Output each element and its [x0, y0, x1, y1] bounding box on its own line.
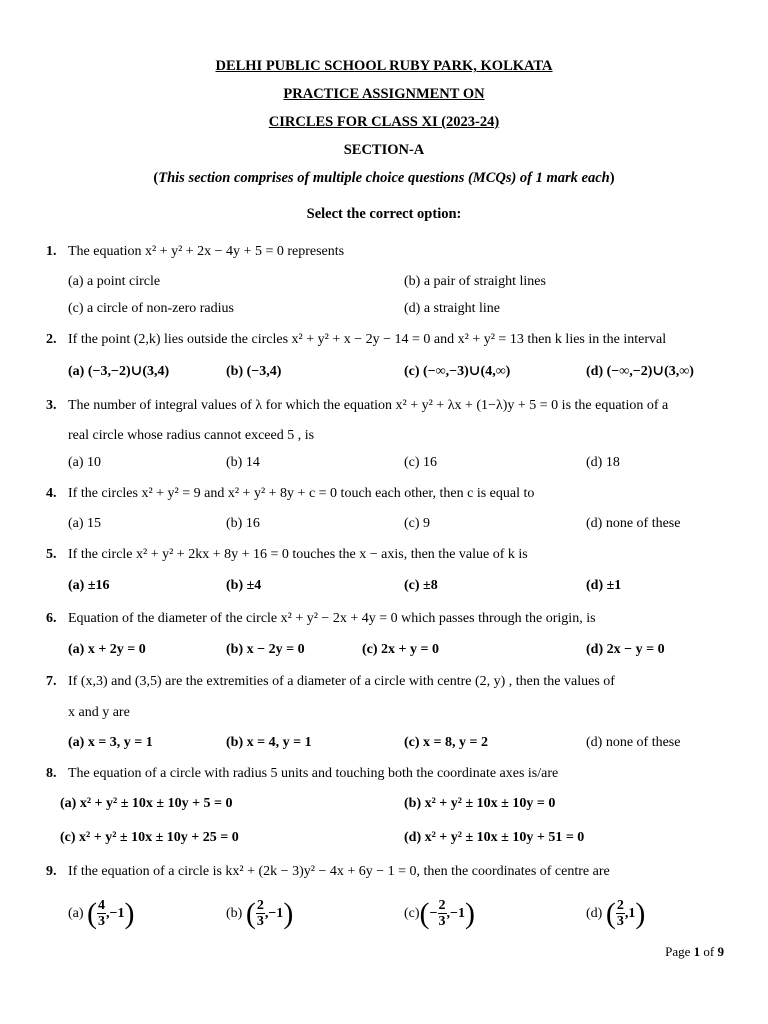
- question-text: If the equation of a circle is kx² + (2k − 3)y² − 4x + 6y − 1 = 0, then the coordinates of centre are: [68, 864, 610, 879]
- option-c: (c) x² + y² ± 10x ± 10y + 25 = 0: [60, 830, 239, 845]
- option-b: (b) (−3,4): [226, 364, 282, 379]
- option-c: (c) 9: [404, 516, 431, 531]
- option-b: (b) a pair of straight lines: [404, 274, 546, 289]
- question-text: If the point (2,k) lies outside the circles x² + y² + x − 2y − 14 = 0 and x² + y² = 13 then k lies in the interval: [68, 332, 667, 347]
- option-d: (d) ( $\frac{2}{3}$ ,1): [586, 896, 646, 930]
- option-d: (d) none of these: [586, 735, 681, 750]
- fraction: $\frac{2}{3}$: [256, 898, 264, 930]
- option-c: (c) 2x + y = 0: [362, 642, 439, 657]
- question-text: If the circles x² + y² = 9 and x² + y² + 8y + c = 0 touch each other, then c is equal to: [68, 486, 535, 501]
- option-b: (b) ±4: [226, 578, 262, 593]
- fraction: $\frac{4}{3}$: [98, 898, 106, 930]
- option-a: (a) x = 3, y = 1: [68, 735, 153, 750]
- question-text-continued: x and y are: [68, 705, 130, 720]
- option-c: (c) ±8: [404, 578, 438, 593]
- fraction: $\frac{2}{3}$: [616, 898, 624, 930]
- option-d: (d) x² + y² ± 10x ± 10y + 51 = 0: [404, 830, 585, 845]
- option-d: (d) 2x − y = 0: [586, 642, 665, 657]
- option-c: (c) x = 8, y = 2: [404, 735, 488, 750]
- assignment-subtitle: CIRCLES FOR CLASS XI (2023-24): [268, 114, 500, 130]
- question-text: The equation of a circle with radius 5 units and touching both the coordinate axes is/are: [68, 766, 559, 781]
- option-a: (a) ±16: [68, 578, 110, 593]
- option-b: (b) 16: [226, 516, 260, 531]
- fraction: $\frac{2}{3}$: [438, 898, 446, 930]
- page-number: Page 1 of 9: [665, 944, 724, 959]
- option-a: (a) (−3,−2)∪(3,4): [68, 364, 170, 379]
- option-d: (d) 18: [586, 455, 620, 470]
- section-note: (This section comprises of multiple choice questions (MCQs) of 1 mark each): [153, 170, 615, 186]
- option-a: (a) a point circle: [68, 274, 161, 289]
- option-c: (c) (−∞,−3)∪(4,∞): [404, 364, 511, 379]
- option-c: (c)(− $\frac{2}{3}$ ,−1): [404, 896, 476, 930]
- question-text: The number of integral values of λ for which the equation x² + y² + λx + (1−λ)y + 5 = 0 is the equation of a: [68, 398, 669, 413]
- option-d: (d) ±1: [586, 578, 622, 593]
- option-b: (b) x = 4, y = 1: [226, 735, 312, 750]
- option-c: (c) 16: [404, 455, 438, 470]
- school-name: DELHI PUBLIC SCHOOL RUBY PARK, KOLKATA: [215, 58, 553, 74]
- option-b: (b) ( $\frac{2}{3}$ ,−1): [226, 896, 294, 930]
- option-a: (a) ( $\frac{4}{3}$ ,−1): [68, 896, 135, 930]
- option-b: (b) x² + y² ± 10x ± 10y = 0: [404, 796, 556, 811]
- question-text: The equation x² + y² + 2x − 4y + 5 = 0 represents: [68, 244, 345, 259]
- option-a: (a) x² + y² ± 10x ± 10y + 5 = 0: [60, 796, 233, 811]
- option-b: (b) 14: [226, 455, 260, 470]
- option-d: (d) a straight line: [404, 301, 501, 316]
- question-text-continued: real circle whose radius cannot exceed 5 , is: [68, 428, 315, 443]
- option-a: (a) x + 2y = 0: [68, 642, 146, 657]
- assignment-title: PRACTICE ASSIGNMENT ON: [283, 86, 485, 102]
- option-c: (c) a circle of non-zero radius: [68, 301, 234, 316]
- question-text: If (x,3) and (3,5) are the extremities of a diameter of a circle with centre (2, y) , then the values of: [68, 674, 615, 689]
- option-a: (a) 10: [68, 455, 102, 470]
- option-d: (d) none of these: [586, 516, 681, 531]
- section-heading: SECTION-A: [343, 142, 425, 158]
- instruction: Select the correct option:: [306, 206, 462, 222]
- question-text: If the circle x² + y² + 2kx + 8y + 16 = 0 touches the x − axis, then the value of k is: [68, 547, 528, 562]
- option-a: (a) 15: [68, 516, 102, 531]
- document-page: DELHI PUBLIC SCHOOL RUBY PARK, KOLKATA PRACTICE ASSIGNMENT ON CIRCLES FOR CLASS XI (2023-24) SECTION-A (This section comprises of multiple choice questions (MCQs) of 1 mark each) Select the correct option: 1. The equation x² + y² + 2x − 4y + 5 = 0 represents (a) a point circle (b) a pair of straight lines (c) a circle of non-zero radius (d) a straight line 2. If the point (2,k) lies outside the circles x² + y² + x − 2y − 14 = 0 and x² + y² = 13 then k lies in the interval (a) (−3,−2)∪(3,4) (b) (−3,4) (c) (−∞,−3)∪(4,∞) (d) (−∞,−2)∪(3,∞) 3. The number of integral values of λ for which the equation x² + y² + λx + (1−λ)y + 5 = 0 is the equation of a real circle whose radius cannot exceed 5 , is (a) 10 (b) 14 (c) 16 (d) 18 4. If the circles x² + y² = 9 and x² + y² + 8y + c = 0 touch each other, then c is equal to (a) 15 (b) 16 (c) 9 (d) none of these 5. If the circle x² + y² + 2kx + 8y + 16 = 0 touches the x − axis, then the value of k is (a) ±16 (b) ±4 (c) ±8 (d) ±1 6. Equation of the diameter of the circle x² + y² − 2x + 4y = 0 which passes through the origin, is (a) x + 2y = 0 (b) x − 2y = 0 (c) 2x + y = 0 (d) 2x − y = 0 7. If (x,3) and (3,5) are the extremities of a diameter of a circle with centre (2, y) , then the values of x and y are (a) x = 3, y = 1 (b) x = 4, y = 1 (c) x = 8, y = 2 (d) none of these 8. The equation of a circle with radius 5 units and touching both the coordinate axes is/are (a) x² + y² ± 10x ± 10y + 5 = 0 (b) x² + y² ± 10x ± 10y = 0 (c) x² + y² ± 10x ± 10y + 25 = 0 (d) x² + y² ± 10x ± 10y + 51 = 0 9. If the equation of a circle is kx² + (2k − 3)y² − 4x + 6y − 1 = 0, then the coordinates of centre are (a) ( $\frac{4}{3}$ ,−1) (b) ( $\frac{2}{3}$ ,−1) (c)(− $\frac{2}{3}$ ,−1) (d) ( $\frac{2}{3}$ ,1) Page 1 of 9: [0, 0, 768, 1024]
- question-text: Equation of the diameter of the circle x² + y² − 2x + 4y = 0 which passes through the origin, is: [68, 611, 596, 626]
- option-d: (d) (−∞,−2)∪(3,∞): [586, 364, 694, 379]
- option-b: (b) x − 2y = 0: [226, 642, 305, 657]
